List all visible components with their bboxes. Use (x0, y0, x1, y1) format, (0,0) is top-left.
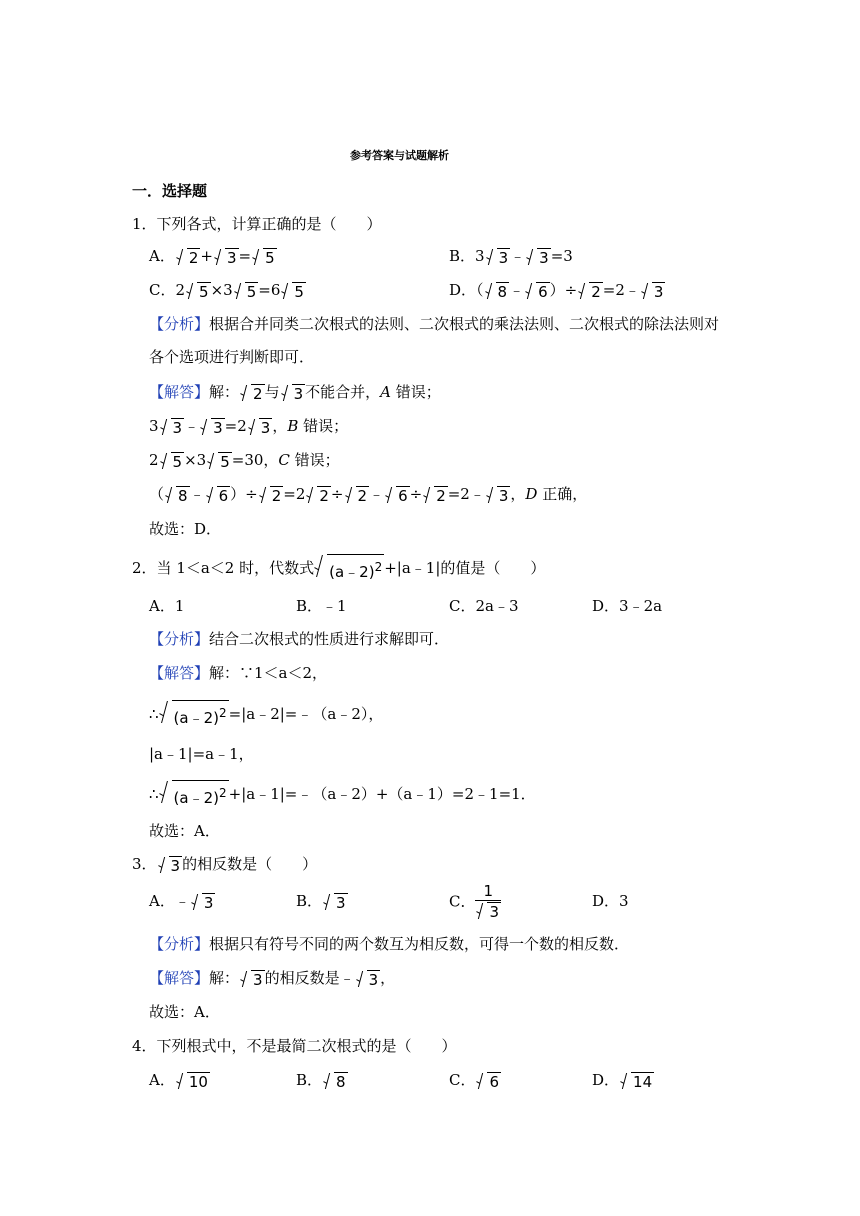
sqrt-5: 5 (252, 248, 277, 267)
q1-analysis-cont: 各个选项进行判断即可． (149, 348, 315, 366)
question-stem: 下列各式，计算正确的是（ ） (156, 215, 382, 233)
question-number: 1． (132, 215, 157, 233)
q1-option-c: C．2 5 ×3 5 =6 5 (149, 281, 304, 301)
answer-text: +|a﹣1|=﹣（a﹣2）+（a﹣1）=2﹣1=1． (228, 785, 536, 803)
q3-option-a: A．﹣ 3 (149, 892, 214, 912)
sqrt-3: 3 (240, 970, 265, 989)
analysis-text: 根据只有符号不同的两个数互为相反数，可得一个数的相反数． (209, 935, 630, 953)
sqrt-3: 3 (158, 856, 183, 875)
answer-text: =|a﹣2|=﹣（a﹣2）， (228, 705, 384, 723)
sqrt-10: 10 (176, 1072, 210, 1091)
q2-option-a: A．1 (149, 597, 185, 615)
option-label: B． (296, 1071, 323, 1089)
answer-label: 【解答】 (149, 969, 210, 987)
q1-final: 故选：D． (149, 520, 222, 538)
q1-answer-line-2: 3 3 ﹣ 3 =2 3 ，B 错误； (149, 417, 349, 437)
q2-option-d: D．3﹣2a (592, 597, 663, 615)
sqrt-2: 2 (259, 486, 284, 505)
sqrt-2: 2 (240, 384, 265, 403)
sqrt-5: 5 (234, 282, 259, 301)
analysis-label: 【分析】 (149, 630, 210, 648)
sqrt-2: 2 (423, 486, 448, 505)
question-1 (132, 214, 382, 234)
q1-answer-line-3: 2 5 ×3 5 =30，C 错误； (149, 451, 340, 471)
question-4 (132, 1036, 457, 1056)
sqrt-3: 3 (281, 384, 306, 403)
page-title: 参考答案与试题解析 (350, 149, 449, 162)
q2-answer-line-4: ∴ (a﹣2)$^2$ +|a﹣1|=﹣（a﹣2）+（a﹣1）=2﹣1=1． (149, 780, 536, 810)
sqrt-8: 8 (485, 282, 510, 301)
option-label: C． (449, 892, 476, 911)
q1-analysis (149, 314, 719, 334)
answer-label: 【解答】 (149, 383, 210, 401)
sqrt-6: 6 (476, 1072, 501, 1091)
section-title: 一．选择题 (132, 182, 208, 200)
question-number: 2． (132, 559, 157, 577)
option-label: D． (592, 1071, 620, 1089)
q1-answer-line-1: 【解答】解： 2 与 3 不能合并，A 错误； (149, 383, 441, 403)
sqrt-14: 14 (620, 1072, 654, 1091)
sqrt-6: 6 (525, 282, 550, 301)
question-3 (132, 854, 317, 875)
option-label: B． (296, 892, 323, 910)
option-label: D． (449, 281, 477, 299)
sqrt-3: 3 (323, 893, 348, 912)
sqrt-5: 5 (207, 452, 232, 471)
sqrt-5: 5 (281, 282, 306, 301)
sqrt-5: 5 (160, 452, 185, 471)
sqrt-3: 3 (356, 970, 381, 989)
sqrt-2: 2 (176, 248, 201, 267)
question-stem: 的相反数是（ ） (182, 855, 318, 873)
sqrt-3: 3 (214, 248, 239, 267)
question-number: 3． (132, 855, 157, 873)
analysis-label: 【分析】 (149, 935, 210, 953)
option-label: C． (449, 1071, 476, 1089)
sqrt-2: 2 (578, 282, 603, 301)
answer-text: 解：∵1＜a＜2， (209, 664, 328, 682)
fraction-1-over-sqrt-3: $\frac{1}{3}$ (475, 882, 501, 921)
q2-answer-line-3: |a﹣1|=a﹣1， (149, 745, 254, 763)
option-label: B． (449, 247, 476, 265)
option-label: A． (149, 892, 175, 910)
q3-option-d: D．3 (592, 892, 629, 910)
sqrt-3: 3 (486, 248, 511, 267)
sqrt-3: 3 (160, 418, 185, 437)
answer-label: 【解答】 (149, 664, 210, 682)
analysis-label: 【分析】 (149, 315, 210, 333)
question-stem-end: +|a﹣1|的值是（ ） (384, 559, 546, 577)
q1-answer-line-4: （ 8 ﹣ 6 ）÷ 2 =2 2 ÷ 2 ﹣ 6 ÷ 2 =2﹣ 3 ，D 正确， (149, 485, 588, 505)
sqrt-a-minus-2-squared: (a﹣2)$^2$ (159, 780, 229, 810)
option-label: A． (149, 247, 175, 265)
q3-option-b (296, 891, 348, 912)
sqrt-2: 2 (345, 486, 370, 505)
sqrt-6: 6 (385, 486, 410, 505)
q1-option-b: B．3 3 ﹣ 3 =3 (449, 247, 573, 267)
sqrt-3: 3 (486, 486, 511, 505)
question-number: 4． (132, 1037, 157, 1055)
sqrt-5: 5 (186, 282, 211, 301)
option-label: A． (149, 1071, 175, 1089)
sqrt-a-minus-2-squared: (a﹣2)$^2$ (314, 554, 384, 584)
sqrt-3: 3 (191, 893, 216, 912)
sqrt-2: 2 (306, 486, 331, 505)
q1-option-d: D．（ 8 ﹣ 6 ）÷ 2 =2﹣ 3 (449, 281, 664, 301)
q2-analysis (149, 629, 449, 649)
q2-answer-line-2: ∴ (a﹣2)$^2$ =|a﹣2|=﹣（a﹣2）， (149, 700, 383, 730)
analysis-text: 结合二次根式的性质进行求解即可． (209, 630, 450, 648)
q4-option-a (149, 1070, 210, 1091)
question-stem: 当 1＜a＜2 时，代数式 (156, 559, 315, 577)
answer-text: 的相反数是﹣ (264, 969, 355, 987)
sqrt-3: 3 (526, 248, 551, 267)
q3-analysis (149, 934, 629, 954)
q1-option-a: A． 2 + 3 = 5 (149, 247, 275, 267)
sqrt-8: 8 (165, 486, 190, 505)
sqrt-3: 3 (200, 418, 225, 437)
option-label: C． (149, 281, 176, 299)
q2-answer-line-1 (149, 663, 327, 683)
sqrt-6: 6 (206, 486, 231, 505)
q2-final: 故选：A． (149, 822, 220, 840)
q4-option-b (296, 1070, 348, 1091)
sqrt-a-minus-2-squared: (a﹣2)$^2$ (159, 700, 229, 730)
sqrt-3: 3 (248, 418, 273, 437)
q2-option-c: C．2a﹣3 (449, 597, 519, 615)
sqrt-8: 8 (323, 1072, 348, 1091)
analysis-text: 根据合并同类二次根式的法则、二次根式的乘法法则、二次根式的除法法则对 (209, 315, 720, 333)
q2-option-b: B．﹣1 (296, 597, 347, 615)
q3-answer: 【解答】解： 3 的相反数是﹣ 3 ， (149, 969, 396, 989)
question-2 (132, 554, 545, 584)
sqrt-3: 3 (641, 282, 666, 301)
q3-final: 故选：A． (149, 1003, 220, 1021)
q4-option-c (449, 1070, 501, 1091)
question-stem: 下列根式中，不是最简二次根式的是（ ） (156, 1037, 457, 1055)
q3-option-c (449, 882, 501, 921)
q4-option-d (592, 1070, 654, 1091)
